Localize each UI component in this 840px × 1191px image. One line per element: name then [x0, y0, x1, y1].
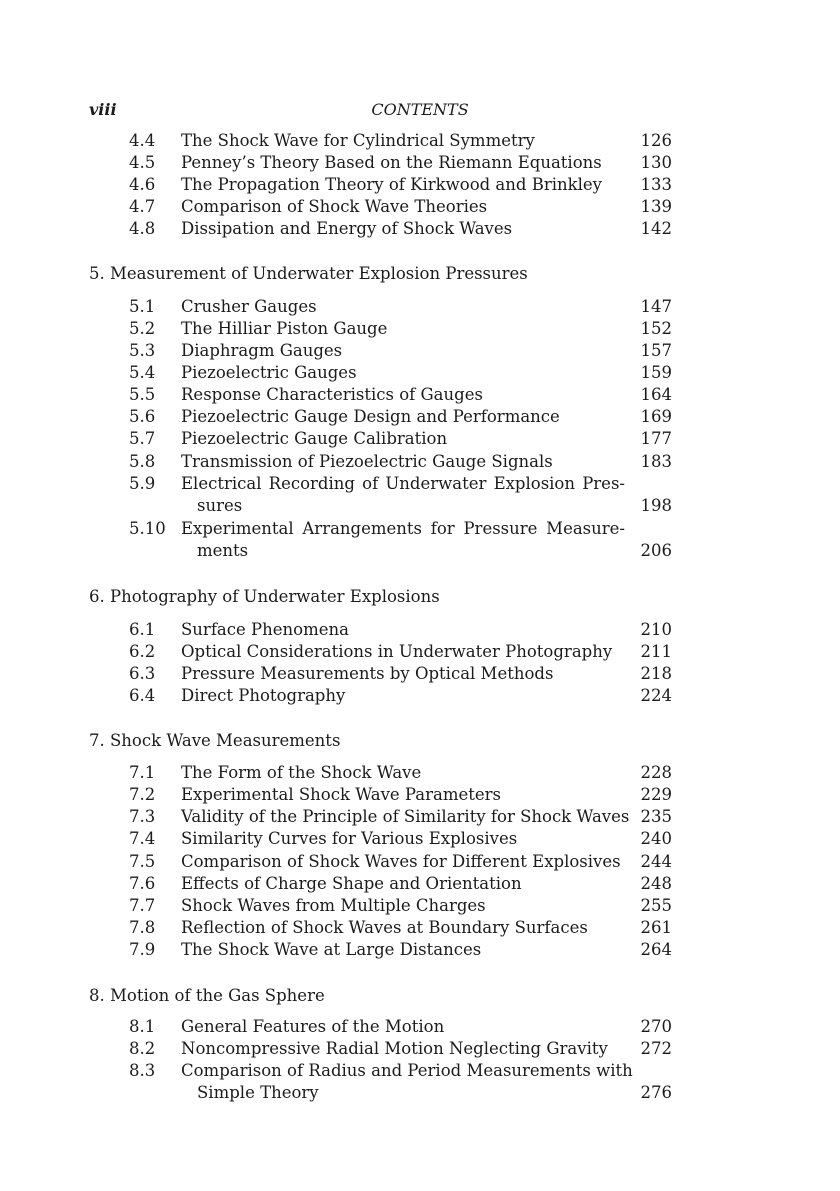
- section-number: 8.3: [129, 1061, 156, 1080]
- section-title: Piezoelectric Gauge Calibration: [181, 429, 448, 448]
- page-ref: 157: [640, 341, 672, 360]
- toc-entry: [0, 340, 840, 362]
- page-ref: 159: [640, 363, 672, 382]
- section-title: Similarity Curves for Various Explosives: [181, 829, 518, 848]
- section-title: Piezoelectric Gauge Design and Performance: [181, 407, 560, 426]
- section-number: 6.1: [129, 620, 156, 639]
- section-title: Diaphragm Gauges: [181, 341, 343, 360]
- toc-entry: [0, 939, 840, 961]
- section-title: Reflection of Shock Waves at Boundary Surfaces: [181, 918, 588, 937]
- page-ref: 177: [640, 429, 672, 448]
- toc-entry: [0, 406, 840, 428]
- toc-entry: [0, 806, 840, 828]
- section-title: The Shock Wave for Cylindrical Symmetry: [181, 131, 535, 150]
- toc-entry: [0, 518, 840, 560]
- page-ref: 130: [640, 153, 672, 172]
- section-number: 6.2: [129, 642, 156, 661]
- section-title: Dissipation and Energy of Shock Waves: [181, 219, 513, 238]
- section-number: 8.2: [129, 1039, 156, 1058]
- page-ref: 147: [640, 297, 672, 316]
- section-number: 7.9: [129, 940, 156, 959]
- section-number: 6.4: [129, 686, 156, 705]
- page-ref: 276: [640, 1083, 672, 1102]
- section-number: 4.7: [129, 197, 156, 216]
- section-number: 4.6: [129, 175, 156, 194]
- page-ref: 169: [640, 407, 672, 426]
- toc-entry: [0, 619, 840, 641]
- page-ref: 211: [640, 642, 672, 661]
- toc-entry: [0, 174, 840, 196]
- page-ref: 244: [640, 852, 672, 871]
- page-ref: 270: [640, 1017, 672, 1036]
- section-title: Pressure Measurements by Optical Methods: [181, 664, 554, 683]
- chapter-heading-6: 6. Photography of Underwater Explosions: [89, 587, 440, 606]
- section-title: Effects of Charge Shape and Orientation: [181, 874, 522, 893]
- page-title: CONTENTS: [371, 100, 469, 119]
- section-title: Experimental Shock Wave Parameters: [181, 785, 501, 804]
- section-title: Comparison of Shock Waves for Different Explosives: [181, 852, 621, 871]
- section-title: Response Characteristics of Gauges: [181, 385, 483, 404]
- page-ref: 142: [640, 219, 672, 238]
- chapter-heading-5: 5. Measurement of Underwater Explosion Pressures: [89, 264, 528, 283]
- section-title: The Shock Wave at Large Distances: [181, 940, 482, 959]
- section-number: 7.5: [129, 852, 156, 871]
- section-number: 7.8: [129, 918, 156, 937]
- toc-entry: [0, 130, 840, 152]
- section-title-continuation: Simple Theory: [197, 1083, 319, 1102]
- toc-entry: [0, 384, 840, 406]
- section-title: Electrical Recording of Underwater Explosion Pres-: [181, 474, 625, 493]
- section-title: Transmission of Piezoelectric Gauge Signals: [181, 452, 553, 471]
- toc-entry: [0, 685, 840, 707]
- section-title: Shock Waves from Multiple Charges: [181, 896, 486, 915]
- section-title: Penney’s Theory Based on the Riemann Equations: [181, 153, 602, 172]
- toc-entry: [0, 1016, 840, 1038]
- section-title: Comparison of Radius and Period Measurements with: [181, 1061, 633, 1080]
- toc-entry: [0, 196, 840, 218]
- section-number: 4.8: [129, 219, 156, 238]
- page-ref: 235: [640, 807, 672, 826]
- section-number: 4.5: [129, 153, 156, 172]
- section-title: Noncompressive Radial Motion Neglecting Gravity: [181, 1039, 608, 1058]
- section-title: General Features of the Motion: [181, 1017, 445, 1036]
- page-ref: 198: [640, 496, 672, 515]
- section-title: Optical Considerations in Underwater Photography: [181, 642, 613, 661]
- section-number: 5.3: [129, 341, 156, 360]
- section-title: Experimental Arrangements for Pressure Measure-: [181, 519, 625, 538]
- toc-entry: [0, 762, 840, 784]
- section-title: Surface Phenomena: [181, 620, 349, 639]
- page-ref: 164: [640, 385, 672, 404]
- section-title-continuation: ments: [197, 541, 249, 560]
- section-number: 5.4: [129, 363, 156, 382]
- page-number: viii: [89, 100, 117, 119]
- toc-entry: [0, 473, 840, 515]
- page-ref: 218: [640, 664, 672, 683]
- section-title: Direct Photography: [181, 686, 346, 705]
- section-number: 8.1: [129, 1017, 156, 1036]
- toc-entry: [0, 828, 840, 850]
- page-ref: 229: [640, 785, 672, 804]
- toc-entry: [0, 917, 840, 939]
- toc-entry: [0, 1060, 840, 1102]
- page-ref: 210: [640, 620, 672, 639]
- section-number: 7.7: [129, 896, 156, 915]
- toc-entry: [0, 451, 840, 473]
- page-ref: 228: [640, 763, 672, 782]
- toc-entry: [0, 873, 840, 895]
- toc-entry: [0, 784, 840, 806]
- section-title-continuation: sures: [197, 496, 243, 515]
- section-title: Piezoelectric Gauges: [181, 363, 357, 382]
- section-number: 5.7: [129, 429, 156, 448]
- toc-entry: [0, 663, 840, 685]
- page-ref: 248: [640, 874, 672, 893]
- page-ref: 183: [640, 452, 672, 471]
- section-title: Validity of the Principle of Similarity for Shock Waves: [181, 807, 630, 826]
- page-ref: 261: [640, 918, 672, 937]
- toc-entry: [0, 218, 840, 240]
- page-ref: 272: [640, 1039, 672, 1058]
- section-number: 7.2: [129, 785, 156, 804]
- toc-entry: [0, 318, 840, 340]
- toc-entry: [0, 152, 840, 174]
- page-ref: 139: [640, 197, 672, 216]
- section-title: The Propagation Theory of Kirkwood and Brinkley: [181, 175, 602, 194]
- toc-entry: [0, 641, 840, 663]
- chapter-heading-8: 8. Motion of the Gas Sphere: [89, 986, 325, 1005]
- toc-entry: [0, 851, 840, 873]
- page-ref: 126: [640, 131, 672, 150]
- section-number: 4.4: [129, 131, 156, 150]
- page-ref: 264: [640, 940, 672, 959]
- toc-entry: [0, 428, 840, 450]
- toc-entry: [0, 1038, 840, 1060]
- section-number: 7.3: [129, 807, 156, 826]
- section-number: 7.1: [129, 763, 156, 782]
- page-ref: 240: [640, 829, 672, 848]
- page-ref: 255: [640, 896, 672, 915]
- section-number: 5.5: [129, 385, 156, 404]
- section-number: 5.10: [129, 519, 166, 538]
- section-title: The Form of the Shock Wave: [181, 763, 422, 782]
- toc-entry: [0, 362, 840, 384]
- section-title: The Hilliar Piston Gauge: [181, 319, 388, 338]
- section-title: Comparison of Shock Wave Theories: [181, 197, 488, 216]
- page-ref: 133: [640, 175, 672, 194]
- chapter-heading-7: 7. Shock Wave Measurements: [89, 731, 341, 750]
- section-number: 6.3: [129, 664, 156, 683]
- section-title: Crusher Gauges: [181, 297, 317, 316]
- toc-entry: [0, 296, 840, 318]
- page-ref: 206: [640, 541, 672, 560]
- section-number: 7.4: [129, 829, 156, 848]
- section-number: 5.1: [129, 297, 156, 316]
- page-ref: 224: [640, 686, 672, 705]
- section-number: 5.6: [129, 407, 156, 426]
- toc-entry: [0, 895, 840, 917]
- section-number: 7.6: [129, 874, 156, 893]
- section-number: 5.2: [129, 319, 156, 338]
- section-number: 5.8: [129, 452, 156, 471]
- section-number: 5.9: [129, 474, 156, 493]
- page-ref: 152: [640, 319, 672, 338]
